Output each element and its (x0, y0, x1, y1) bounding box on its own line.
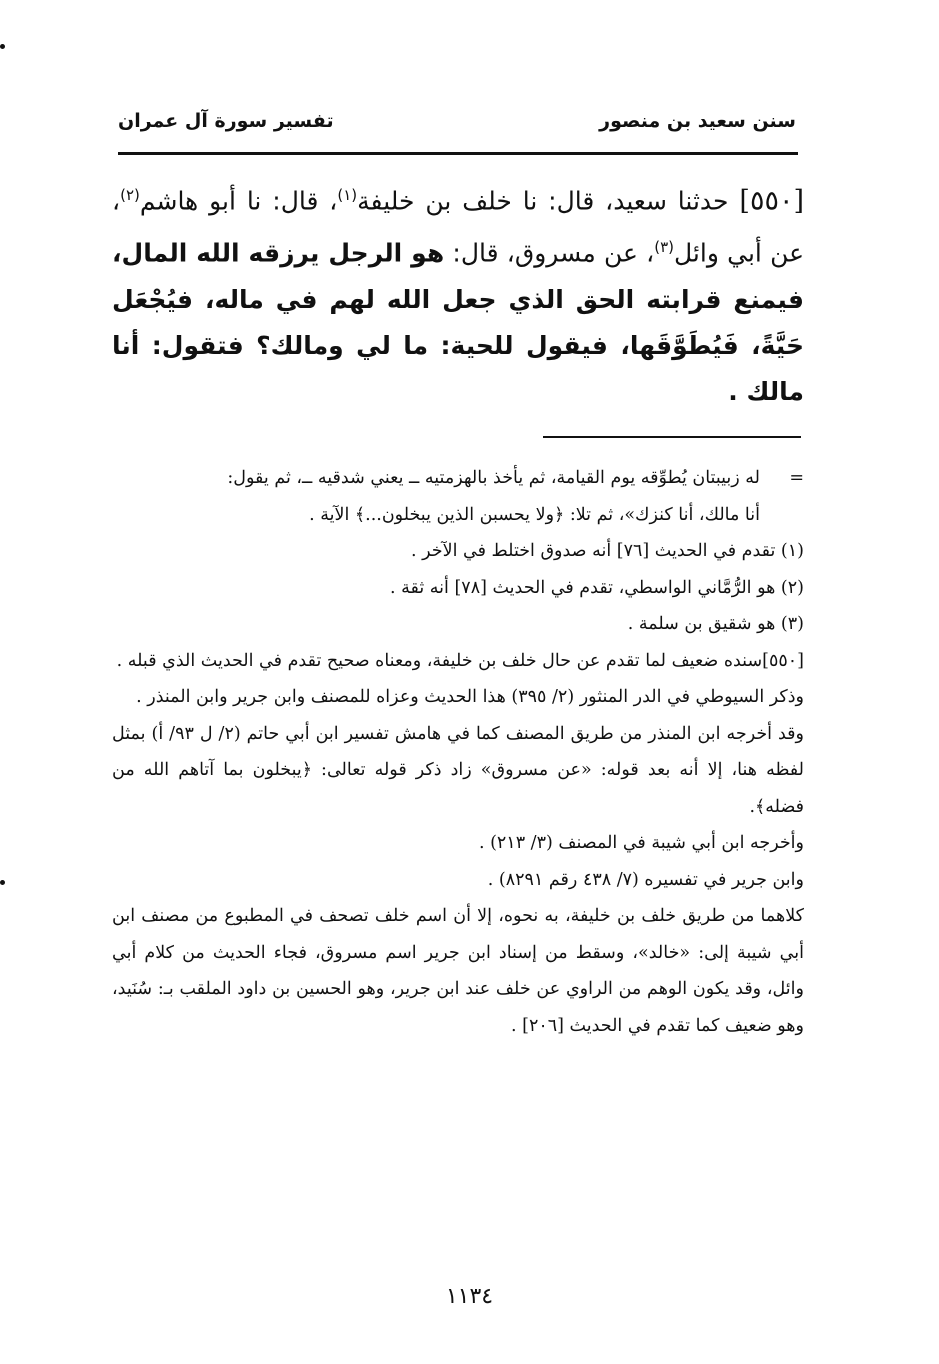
page-number: ١١٣٤ (445, 1284, 494, 1309)
isnad-part-1: حدثنا سعيد، قال: نا خلف بن خليفة (357, 186, 729, 216)
book-title: سنن سعيد بن منصور (599, 110, 796, 132)
footnote-ref-3: (٣) (654, 238, 674, 257)
running-header (118, 110, 796, 146)
takhrij-paragraph-1: [٥٥٠]سنده ضعيف لما تقدم عن حال خلف بن خليفة، ومعناه صحيح تقدم في الحديث الذي قبله . (116, 650, 804, 671)
isnad-part-3: ، عن أبي وائل (112, 186, 805, 268)
hadith-text (112, 172, 804, 415)
footnotes (112, 460, 804, 1044)
footnote-continuation-1: له زبيبتان يُطوِّقه يوم القيامة، ثم يأخذ بالهزمتيه ــ يعني شدقيه ــ، ثم يقول: (227, 468, 760, 488)
footnote-2: (٢) هو الرُّمَّاني الواسطي، تقدم في الحديث [٧٨] أنه ثقة . (389, 577, 804, 598)
takhrij-paragraph-6: كلاهما من طريق خلف بن خليفة، به نحوه، إلا أن اسم خلف تصحف في المطبوع من مصنف ابن أبي شيبة إلى: «خالد»، وسقط من إسناد ابن جرير اسم مسروق، فجاء الحديث من كلام أبي وائل، وقد يكون الوهم من الراوي عن خلف عند ابن جرير، وهو الحسين بن داود الملقب بـ: سُنَيد، وهو ضعيف كما تقدم في الحديث [٢٠٦] . (112, 906, 804, 1036)
header-rule (118, 152, 798, 155)
footnote-ref-2: (٢) (120, 186, 140, 204)
footnote-rule (543, 436, 801, 438)
footnote-3: (٣) هو شقيق بن سلمة . (627, 614, 804, 634)
hadith-matn: هو الرجل يرزقه الله المال، فيمنع قرابته الحق الذي جعل الله لهم في ماله، فيُجْعَل حَيَّةً، فَيُطَوَّقَها، فيقول للحية: ما لي ومالك؟ فتقول: أنا مالك . (112, 238, 804, 406)
footnote-1: (١) تقدم في الحديث [٧٦] أنه صدوق اختلط في الآخر . (411, 541, 804, 561)
takhrij-paragraph-4: وأخرجه ابن أبي شيبة في المصنف (٣/ ٢١٣) . (478, 833, 804, 853)
takhrij-paragraph-5: وابن جرير في تفسيره (٧/ ٤٣٨ رقم ٨٢٩١) . (487, 869, 804, 890)
isnad-part-4: ، عن مسروق، قال: (444, 238, 655, 268)
footnote-ref-1: (١) (337, 186, 358, 204)
hadith-number: [٥٥٠] (739, 185, 805, 217)
chapter-title: تفسير سورة آل عمران (118, 110, 334, 132)
scan-mark-mid-left (0, 880, 5, 885)
takhrij-paragraph-3: وقد أخرجه ابن المنذر من طريق المصنف كما في هامش تفسير ابن أبي حاتم (٢/ ل ٩٣/ أ) بمثل لفظه هنا، إلا أنه بعد قوله: «عن مسروق» زاد ذكر قوله تعالى: ﴿يبخلون بما آتاهم الله من فضله﴾. (112, 723, 804, 817)
scan-mark-top-left (0, 44, 5, 49)
takhrij-paragraph-2: وذكر السيوطي في الدر المنثور (٢/ ٣٩٥) هذا الحديث وعزاه للمصنف وابن جرير وابن المنذر . (136, 687, 804, 707)
footnote-continuation-2: أنا مالك، أنا كنزك»، ثم تلا: ﴿ولا يحسبن الذين يبخلون...﴾ الآية . (309, 504, 760, 525)
continuation-mark: = (789, 468, 804, 488)
isnad-part-2: ، قال: نا أبو هاشم (139, 186, 338, 216)
